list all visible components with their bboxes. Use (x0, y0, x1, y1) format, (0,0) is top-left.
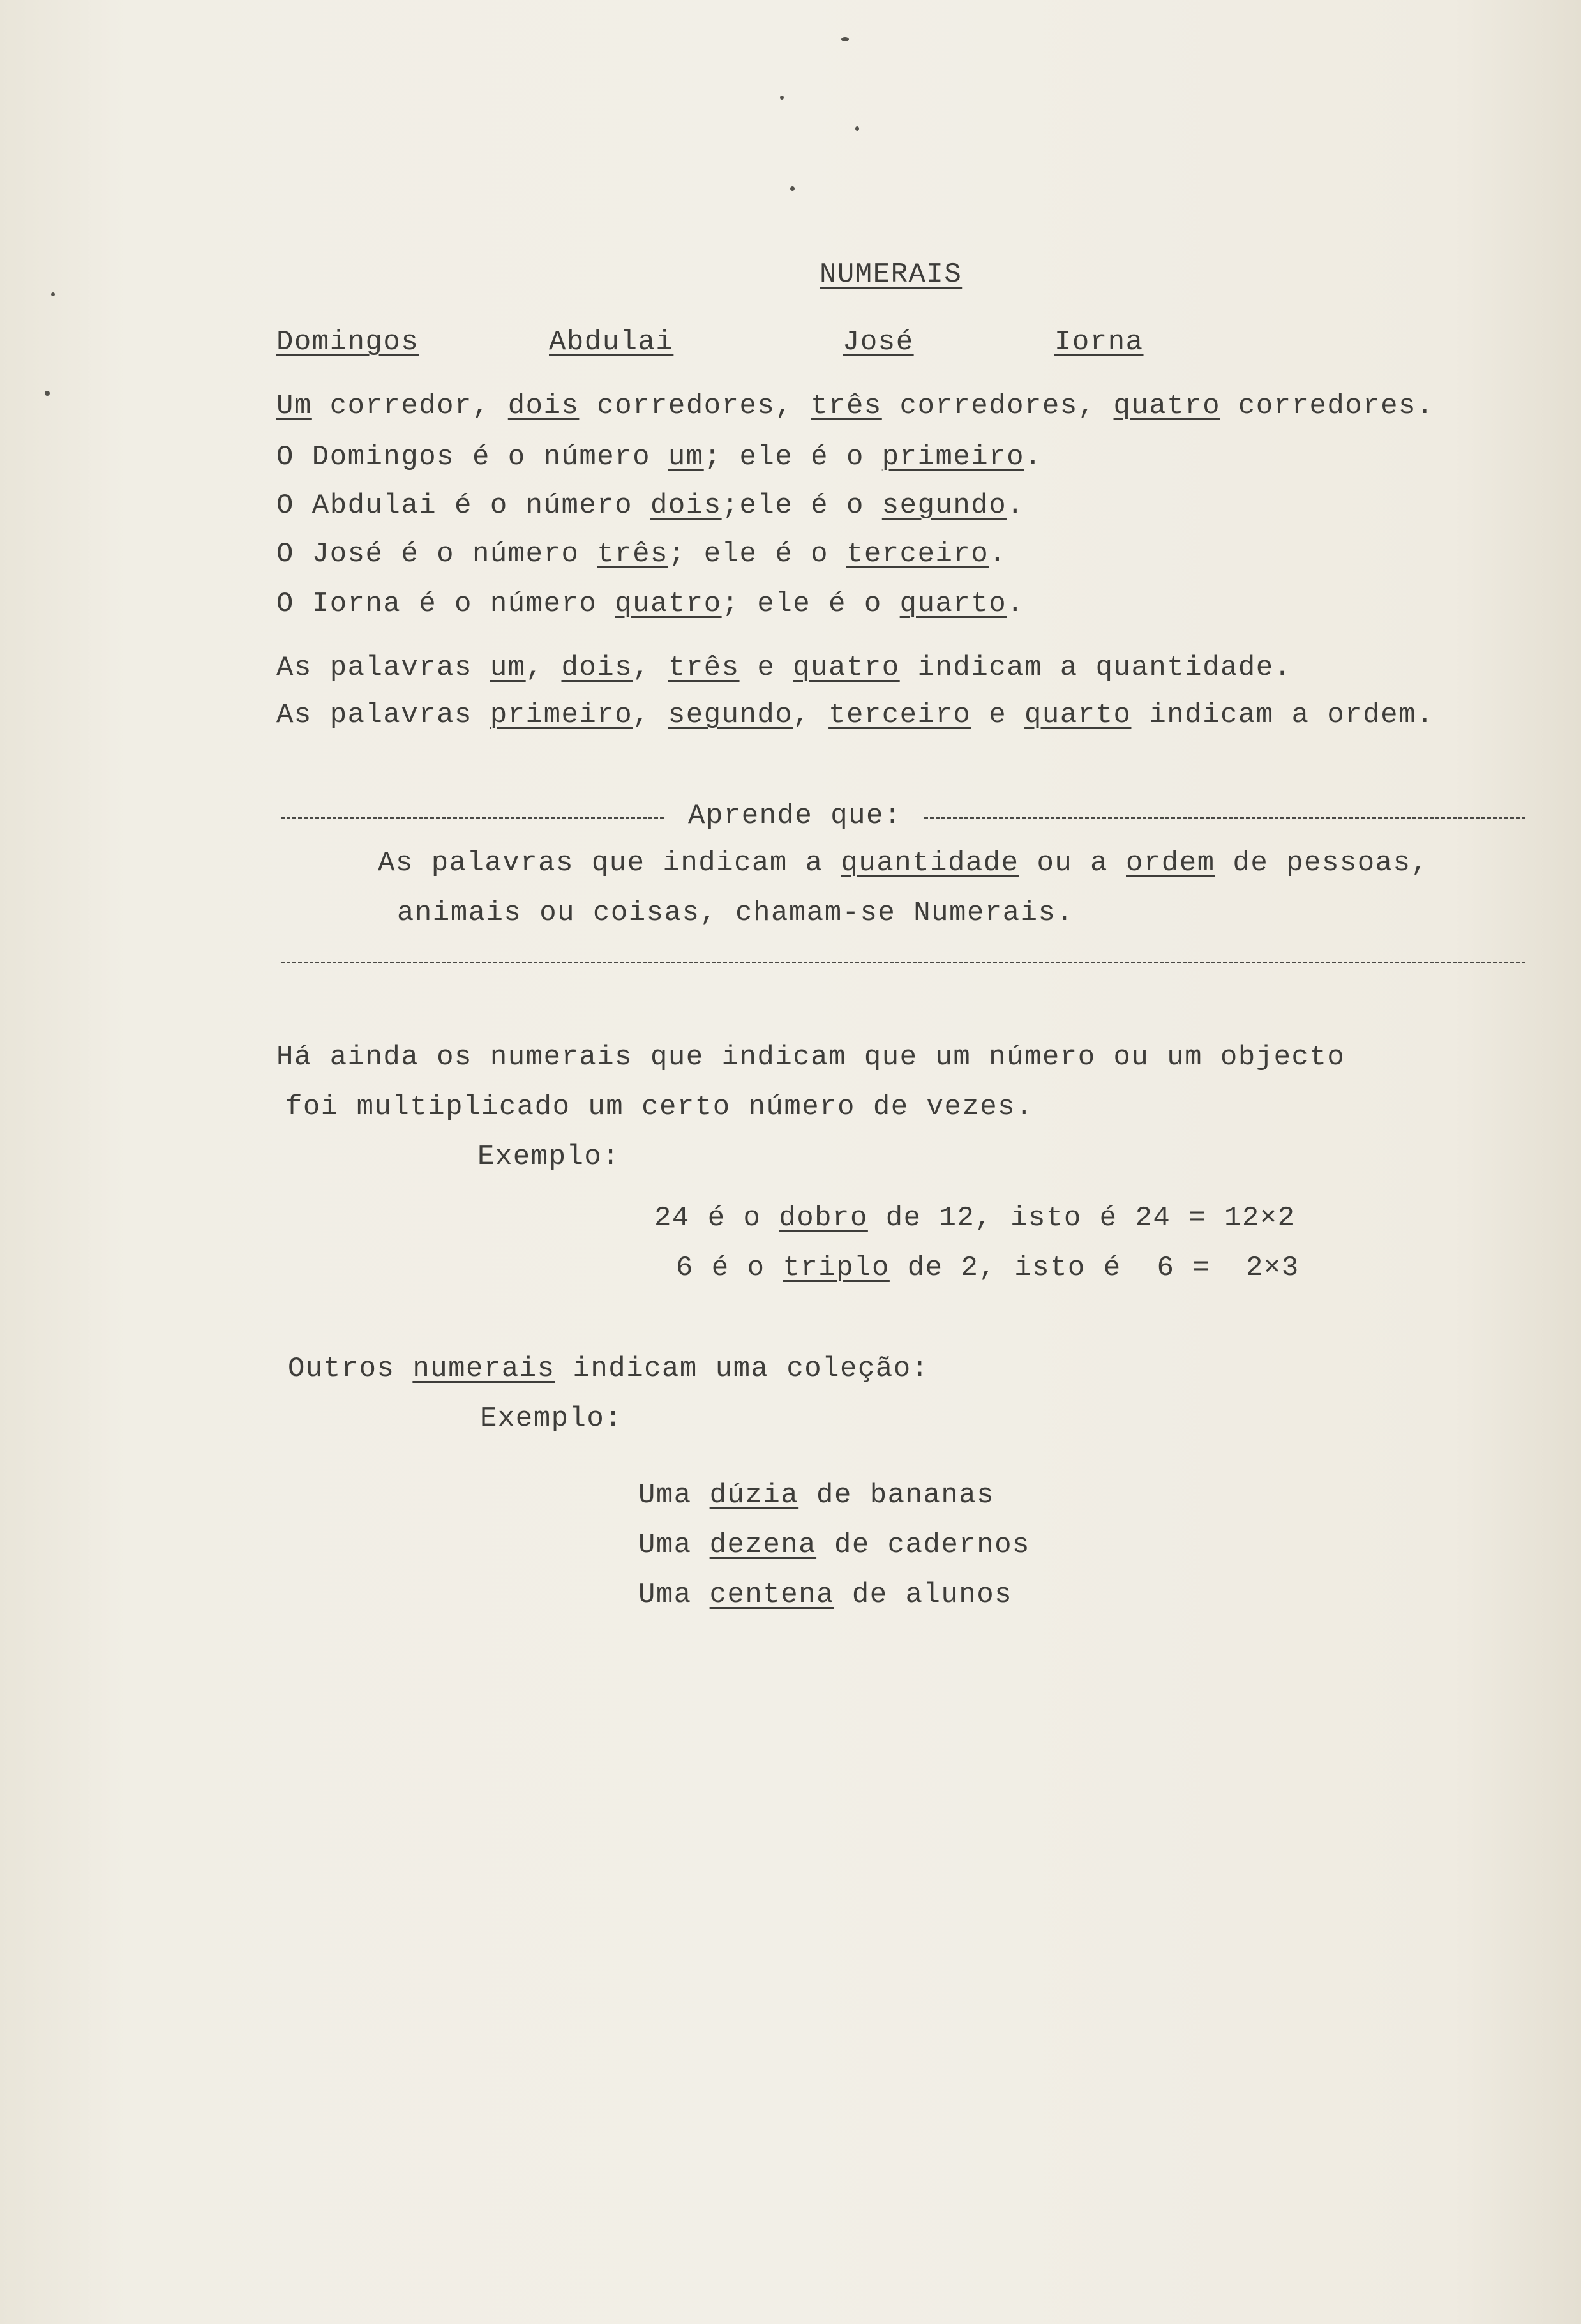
ordinal-word: primeiro (490, 699, 633, 731)
example-triplo (676, 1250, 1300, 1286)
ink-speck (780, 96, 784, 100)
word-um: Um (276, 390, 312, 422)
aprende-line-1 (378, 845, 1428, 881)
ordinal-word: segundo (668, 699, 793, 731)
cardinal-word: três (597, 538, 668, 570)
text-fragment: Outros (288, 1353, 413, 1385)
text-fragment: corredores. (1220, 390, 1434, 422)
text-fragment: ; ele é o (703, 441, 882, 473)
aprende-rule-right (924, 817, 1525, 819)
text-fragment: de cadernos (816, 1529, 1030, 1561)
text-fragment: , (793, 699, 829, 731)
ordinal-word: primeiro (881, 441, 1024, 473)
multiplicative-line-1: Há ainda os numerais que indicam que um número ou um objecto (276, 1041, 1345, 1073)
name-abdulai: Abdulai (549, 326, 674, 358)
example-label-1: Exemplo: (477, 1141, 620, 1173)
cardinal-word: dois (650, 490, 722, 522)
keyword-dezena: dezena (709, 1529, 817, 1561)
text-fragment: , (633, 699, 668, 731)
ordinal-word: terceiro (846, 538, 989, 570)
text-fragment: O José é o número (276, 538, 597, 570)
ordinal-line-iorna (276, 586, 1024, 622)
text-fragment: As palavras que indicam a (378, 847, 841, 879)
text-fragment: . (1007, 588, 1025, 620)
text-fragment: e (739, 652, 793, 684)
example-dobro (654, 1200, 1296, 1236)
text-fragment: ou a (1019, 847, 1126, 879)
keyword-triplo: triplo (783, 1252, 890, 1284)
text-fragment: de bananas (798, 1479, 995, 1511)
collective-item-centena (638, 1577, 1012, 1613)
aprende-rule-bottom (281, 962, 1525, 963)
ordinal-word: quarto (1024, 699, 1132, 731)
text-fragment: ; ele é o (668, 538, 846, 570)
word-tres: três (811, 390, 882, 422)
keyword-quantidade: quantidade (841, 847, 1019, 879)
collective-item-dezena (638, 1527, 1030, 1563)
text-fragment: . (989, 538, 1007, 570)
text-fragment: indicam uma coleção: (555, 1353, 929, 1385)
keyword-numerais: numerais (412, 1353, 555, 1385)
text-fragment: O Abdulai é o número (276, 490, 650, 522)
text-fragment: 24 é o (654, 1202, 779, 1234)
text-fragment: ;ele é o (721, 490, 882, 522)
ordinal-line-abdulai (276, 488, 1024, 524)
example-label-2: Exemplo: (480, 1403, 623, 1435)
keyword-dobro: dobro (779, 1202, 868, 1234)
collective-item-duzia (638, 1477, 994, 1513)
text-fragment: . (1024, 441, 1042, 473)
text-fragment: e (971, 699, 1025, 731)
cardinal-word: um (668, 441, 704, 473)
text-fragment: . (1007, 490, 1025, 522)
cardinal-word: três (668, 652, 740, 684)
word-quatro: quatro (1113, 390, 1220, 422)
text-fragment: As palavras (276, 652, 490, 684)
name-jose: José (843, 326, 914, 358)
ordinal-word: terceiro (828, 699, 971, 731)
cardinal-word: dois (561, 652, 633, 684)
aprende-heading: Aprende que: (688, 800, 902, 832)
text-fragment: Uma (638, 1529, 710, 1561)
ink-speck (841, 37, 849, 42)
text-fragment: corredores, (579, 390, 811, 422)
keyword-centena: centena (709, 1579, 834, 1611)
text-fragment: indicam a ordem. (1131, 699, 1434, 731)
text-fragment: corredor, (311, 390, 508, 422)
ink-speck (45, 391, 50, 396)
name-iorna: Iorna (1054, 326, 1144, 358)
order-line (276, 697, 1434, 733)
text-fragment: O Iorna é o número (276, 588, 615, 620)
ink-speck (855, 126, 859, 131)
ordinal-line-domingos (276, 439, 1042, 475)
text-fragment: 6 é o (676, 1252, 783, 1284)
text-fragment: O Domingos é o número (276, 441, 668, 473)
cardinal-word: um (490, 652, 526, 684)
text-fragment: indicam a quantidade. (899, 652, 1292, 684)
word-dois: dois (507, 390, 580, 422)
text-fragment: de pessoas, (1215, 847, 1429, 879)
intro-line (276, 388, 1434, 424)
ordinal-word: segundo (881, 490, 1007, 522)
text-fragment: , (633, 652, 668, 684)
text-fragment: As palavras (276, 699, 490, 731)
cardinal-word: quatro (793, 652, 900, 684)
text-fragment: corredores, (881, 390, 1114, 422)
name-domingos: Domingos (276, 326, 419, 358)
ordinal-word: quarto (899, 588, 1007, 620)
ordinal-line-jose (276, 536, 1007, 572)
text-fragment: Uma (638, 1479, 710, 1511)
text-fragment: de alunos (834, 1579, 1013, 1611)
aprende-line-2: animais ou coisas, chamam-se Numerais. (397, 897, 1074, 929)
collective-line (288, 1351, 929, 1387)
aprende-rule-left (281, 817, 664, 819)
ink-speck (51, 292, 55, 296)
ink-speck (790, 186, 795, 191)
multiplicative-line-2: foi multiplicado um certo número de vezes. (285, 1091, 1033, 1123)
text-fragment: Uma (638, 1579, 710, 1611)
keyword-ordem: ordem (1126, 847, 1215, 879)
text-fragment: ; ele é o (721, 588, 900, 620)
text-fragment: , (525, 652, 562, 684)
text-fragment: de 2, isto é 6 = 2×3 (889, 1252, 1300, 1284)
quantity-line (276, 650, 1292, 686)
cardinal-word: quatro (615, 588, 722, 620)
keyword-duzia: dúzia (709, 1479, 799, 1511)
text-fragment: de 12, isto é 24 = 12×2 (867, 1202, 1296, 1234)
page-title: NUMERAIS (820, 259, 963, 290)
